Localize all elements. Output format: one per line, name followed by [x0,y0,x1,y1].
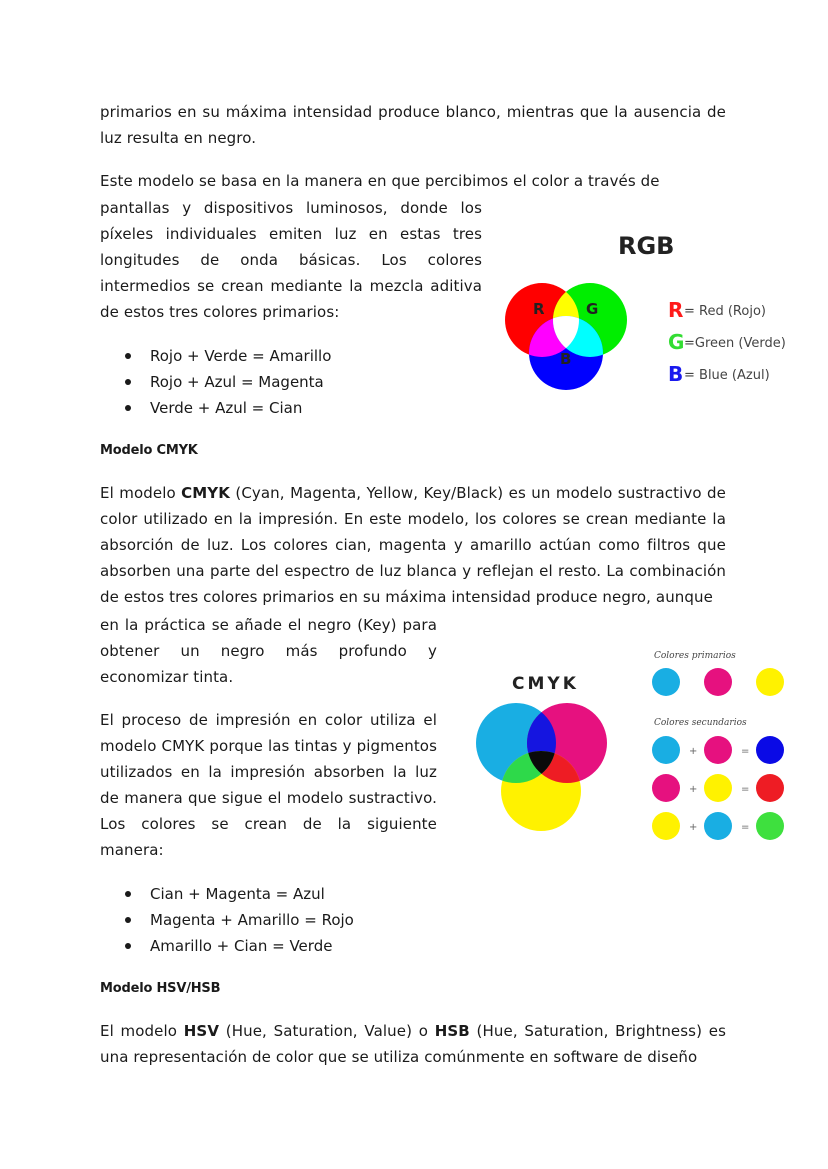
primarios-label: Colores primarios [654,651,736,661]
rgb-diagram [500,222,810,397]
swatch [704,736,732,764]
list-item: Cian + Magenta = Azul [100,881,354,907]
rgb-title: RGB [618,232,675,260]
primary-yellow-swatch [756,668,784,696]
paragraph-cmyk-cont: en la práctica se añade el negro (Key) para obtener un negro más profundo y economizar tinta. [100,616,437,686]
section-heading-hsv: Modelo HSV/HSB [100,981,221,996]
list-item: Amarillo + Cian = Verde [100,933,354,959]
swatch [756,736,784,764]
swatch [652,812,680,840]
mix-row-1 [652,736,784,764]
list-item: Verde + Azul = Cian [100,395,331,421]
legend-b-letter: B [668,362,684,386]
list-item: Rojo + Azul = Magenta [100,369,331,395]
paragraph-cmyk-intro: El modelo CMYK (Cyan, Magenta, Yellow, Key/Black) es un modelo sustractivo de color utilizado en la impresión. En este modelo, los colores se crean mediante la absorción de luz. Los colores cian, magenta y amarillo actúan como filtros que absorben una parte del espectro de luz blanca y reflejan el resto. La combinación de estos tres colores primarios en su máxima intensidad produce negro, aunque [100,484,726,606]
swatch [704,774,732,802]
legend-r-letter: R [668,298,684,322]
paragraph-rgb-intro: primarios en su máxima intensidad produce blanco, mientras que la ausencia de luz resulta en negro. [100,103,726,147]
legend-b-text: = Blue (Azul) [684,368,770,383]
swatch [652,736,680,764]
plus-sign: + [689,784,698,795]
swatch [652,774,680,802]
b-label: B [560,350,572,368]
primary-magenta-swatch [704,668,732,696]
paragraph-rgb-body: pantallas y dispositivos luminosos, donde los píxeles individuales emiten luz en estas tres longitudes de onda básicas. Los colores intermedios se crean mediante la mezcla aditiva de estos tres colores primarios: [100,199,482,321]
plus-sign: + [689,822,698,833]
paragraph-cmyk-process: El proceso de impresión en color utiliza el modelo CMYK porque las tintas y pigmentos utilizados en la impresión absorben la luz de manera que sigue el modelo sustractivo. Los colores se crean de la siguiente manera: [100,711,437,859]
g-label: G [586,300,599,318]
cmyk-diagram [470,640,800,840]
equals-sign: = [741,746,750,757]
list-item: Rojo + Verde = Amarillo [100,343,331,369]
swatch [704,812,732,840]
swatch [756,774,784,802]
paragraph-hsv: El modelo HSV (Hue, Saturation, Value) o HSB (Hue, Saturation, Brightness) es una representación de color que se utiliza comúnmente en software de diseño [100,1022,726,1066]
mix-row-3 [652,812,784,840]
equals-sign: = [741,784,750,795]
cmyk-term: CMYK [181,484,230,502]
section-heading-cmyk: Modelo CMYK [100,443,198,458]
cmyk-title: CMYK [512,674,579,694]
hsb-term: HSB [434,1022,470,1040]
legend-g-text: =Green (Verde) [684,336,786,351]
list-item: Magenta + Amarillo = Rojo [100,907,354,933]
cmyk-mix-list [100,881,354,959]
plus-sign: + [689,746,698,757]
r-label: R [533,300,545,318]
primary-cyan-swatch [652,668,680,696]
mix-row-2 [652,774,784,802]
legend-g-letter: G [668,330,685,354]
legend-r-text: = Red (Rojo) [684,304,766,319]
secundarios-label: Colores secundarios [654,718,747,728]
paragraph-rgb-line1: Este modelo se basa en la manera en que percibimos el color a través de [100,172,660,190]
rgb-mix-list [100,343,331,421]
equals-sign: = [741,822,750,833]
swatch [756,812,784,840]
hsv-term: HSV [183,1022,220,1040]
